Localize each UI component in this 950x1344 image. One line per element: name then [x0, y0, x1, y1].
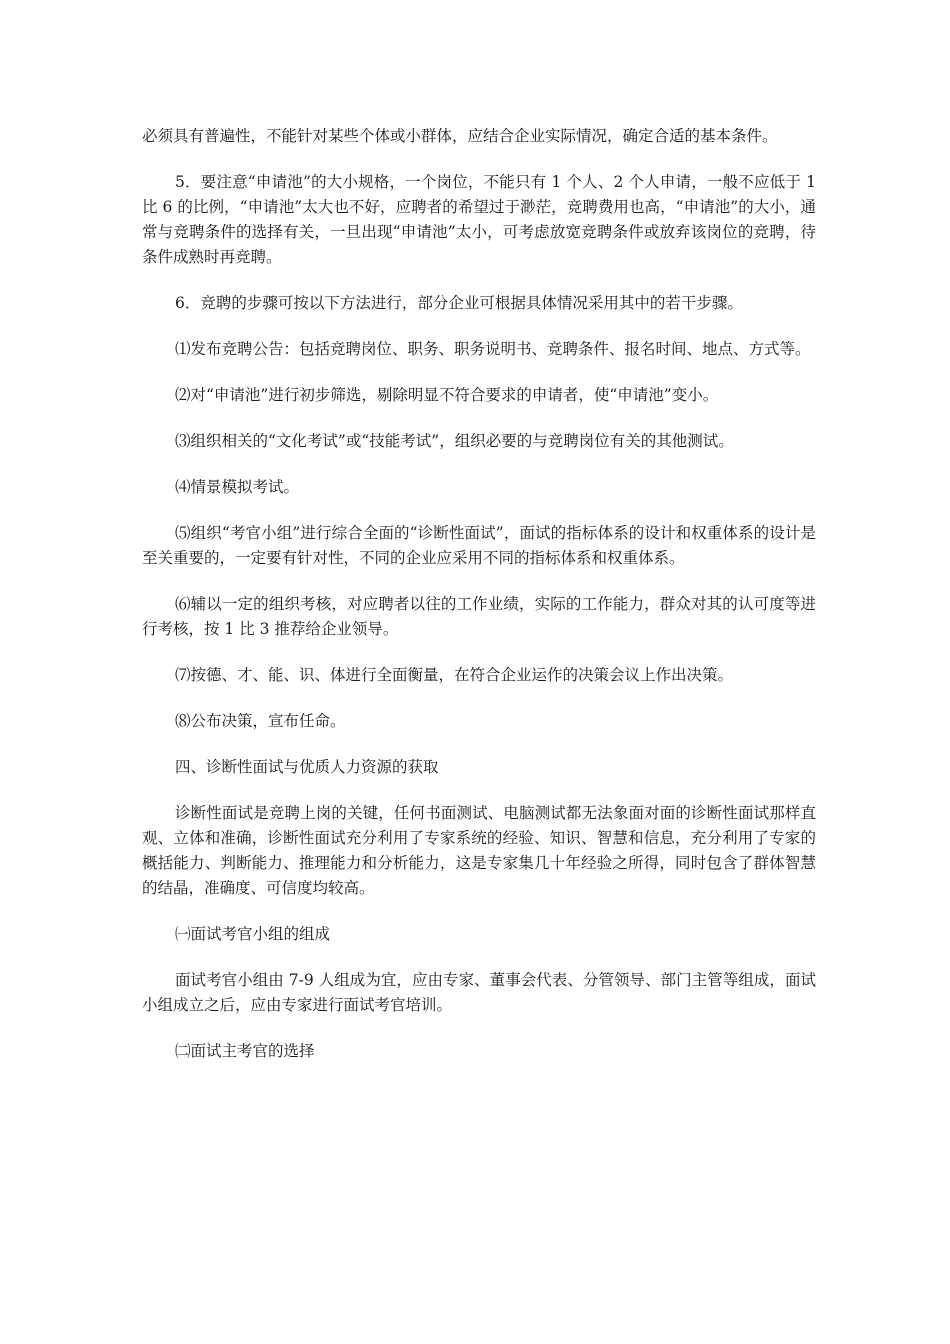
paragraph-step-1: ⑴发布竞聘公告：包括竞聘岗位、职务、职务说明书、竞聘条件、报名时间、地点、方式等。 — [175, 340, 811, 358]
paragraph-step-5: ⑸组织“考官小组”进行综合全面的“诊断性面试”，面试的指标体系的设计和权重体系的设计是至关重要的，一定要有针对性，不同的企业应采用不同的指标体系和权重体系。 — [142, 524, 816, 567]
section-heading-4: 四、诊断性面试与优质人力资源的获取 — [175, 758, 439, 776]
paragraph-step-4: ⑷情景模拟考试。 — [175, 478, 300, 496]
paragraph-basic-conditions: 必须具有普遍性，不能针对某些个体或小群体，应结合企业实际情况，确定合适的基本条件。 — [142, 127, 778, 145]
paragraph-item-5-application-pool: 5．要注意“申请池”的大小规格，一个岗位，不能只有 1 个人、2 个人申请，一般不应低于 1 比 6 的比例，“申请池”太大也不好，应聘者的希望过于渺茫，竞聘费用也高，“申请池”的大小，通常与竞聘条件的选择有关，一旦出现“申请池”太小，可考虑放宽竞聘条件或放弃该岗位的竞聘，待条件成熟时再竞聘。 — [142, 173, 821, 266]
paragraph-step-8: ⑻公布决策，宣布任命。 — [175, 712, 346, 730]
paragraph-step-3: ⑶组织相关的“文化考试”或“技能考试”，组织必要的与竞聘岗位有关的其他测试。 — [175, 432, 734, 450]
paragraph-diagnostic-interview: 诊断性面试是竞聘上岗的关键，任何书面测试、电脑测试都无法象面对面的诊断性面试那样直观、立体和准确，诊断性面试充分利用了专家系统的经验、知识、智慧和信息，充分利用了专家的概括能力、判断能力、推理能力和分析能力，这是专家集几十年经验之所得，同时包含了群体智慧的结晶，准确度、可信度均较高。 — [142, 804, 816, 897]
paragraph-step-7: ⑺按德、才、能、识、体进行全面衡量，在符合企业运作的决策会议上作出决策。 — [175, 666, 734, 684]
subsection-heading-1: ㈠面试考官小组的组成 — [175, 925, 331, 943]
paragraph-item-6-steps: 6．竞聘的步骤可按以下方法进行，部分企业可根据具体情况采用其中的若干步骤。 — [175, 294, 743, 312]
subsection-heading-2: ㈡面试主考官的选择 — [175, 1042, 315, 1060]
paragraph-step-2: ⑵对“申请池”进行初步筛选，剔除明显不符合要求的申请者，使“申请池”变小。 — [175, 386, 719, 404]
paragraph-panel-composition: 面试考官小组由 7-9 人组成为宜，应由专家、董事会代表、分管领导、部门主管等组成，面试小组成立之后，应由专家进行面试考官培训。 — [142, 971, 816, 1014]
document-page — [142, 124, 821, 1064]
paragraph-step-6: ⑹辅以一定的组织考核，对应聘者以往的工作业绩，实际的工作能力，群众对其的认可度等进行考核，按 1 比 3 推荐给企业领导。 — [142, 595, 816, 638]
